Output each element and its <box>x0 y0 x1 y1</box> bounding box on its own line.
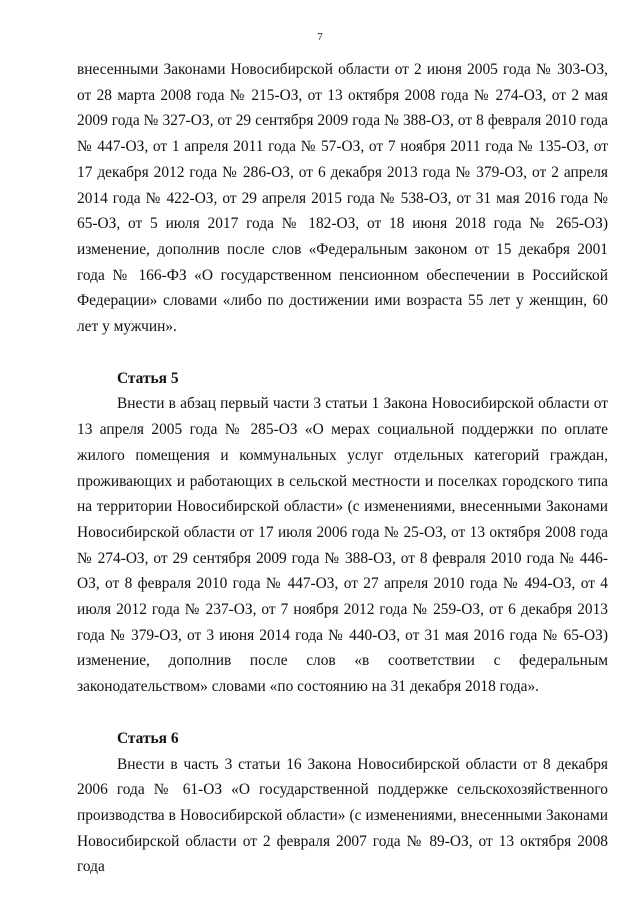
article-6-paragraph: Внести в часть 3 статьи 16 Закона Новосибирской области от 8 декабря 2006 года № 61-ОЗ «О государственной поддержке сельскохозяйственного производства в Новосибирской области» (с изменениями, внесенными Законами Новосибирской области от 2 февраля 2007 года № 89-ОЗ, от 13 октября 2008 года <box>77 755 608 876</box>
article-5-heading: Статья 5 <box>117 369 179 387</box>
document-body <box>77 57 608 880</box>
article-5-paragraph: Внести в абзац первый части 3 статьи 1 Закона Новосибирской области от 13 апреля 2005 года № 285-ОЗ «О мерах социальной поддержки по оплате жилого помещения и коммунальных услуг отдельных категорий граждан, проживающих и работающих в сельской местности и поселках городского типа на территории Новосибирской области» (с изменениями, внесенными Законами Новосибирской области от 17 июля 2006 года № 25-ОЗ, от 13 октября 2008 года № 274-ОЗ, от 29 сентября 2009 года № 388-ОЗ, от 8 февраля 2010 года № 446-ОЗ, от 8 февраля 2010 года № 447-ОЗ, от 27 апреля 2010 года № 494-ОЗ, от 4 июля 2012 года № 237-ОЗ, от 7 ноября 2012 года № 259-ОЗ, от 6 декабря 2013 года № 379-ОЗ, от 3 июня 2014 года № 440-ОЗ, от 31 мая 2016 года № 65-ОЗ) изменение, дополнив после слов «в соответствии с федеральным законодательством» словами «по состоянию на 31 декабря 2018 года». <box>77 395 608 696</box>
article-4-continuation-paragraph: внесенными Законами Новосибирской области от 2 июня 2005 года № 303-ОЗ, от 28 марта 2008 года № 215-ОЗ, от 13 октября 2008 года № 274-ОЗ, от 2 мая 2009 года № 327-ОЗ, от 29 сентября 2009 года № 388-ОЗ, от 8 февраля 2010 года № 447-ОЗ, от 1 апреля 2011 года № 57-ОЗ, от 7 ноября 2011 года № 135-ОЗ, от 17 декабря 2012 года № 286-ОЗ, от 6 декабря 2013 года № 379-ОЗ, от 2 апреля 2014 года № 422-ОЗ, от 29 апреля 2015 года № 538-ОЗ, от 31 мая 2016 года № 65-ОЗ, от 5 июля 2017 года № 182-ОЗ, от 18 июня 2018 года № 265-ОЗ) изменение, дополнив после слов «Федеральным законом от 15 декабря 2001 года № 166-ФЗ «О государственном пенсионном обеспечении в Российской Федерации» словами «либо по достижении ими возраста 55 лет у женщин, 60 лет у мужчин». <box>77 61 608 336</box>
page-number: 7 <box>317 31 323 43</box>
article-6-heading: Статья 6 <box>117 729 179 747</box>
